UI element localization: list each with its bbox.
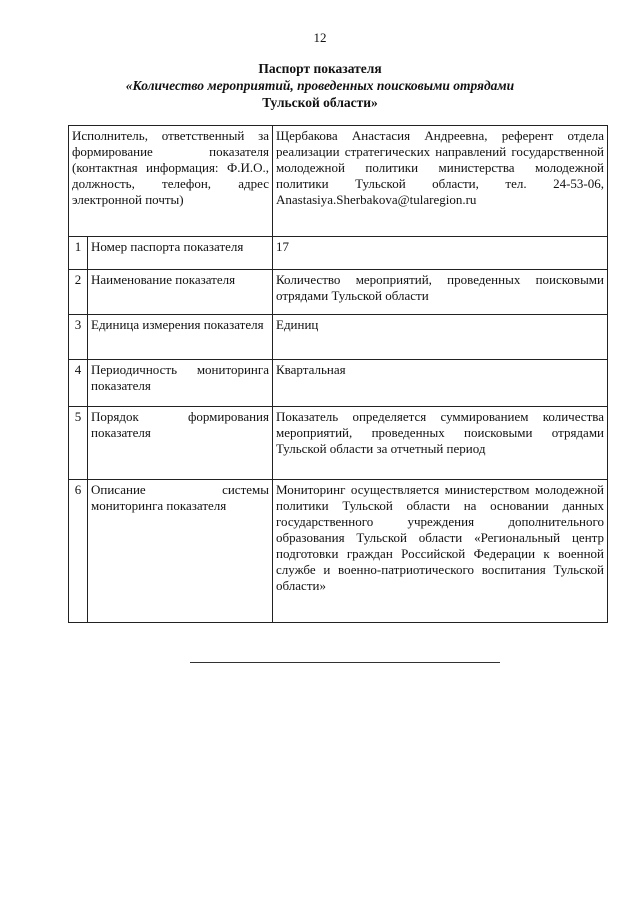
- row-label: Единица измерения показателя: [88, 315, 273, 360]
- row-value: Единиц: [273, 315, 608, 360]
- row-value: Показатель определяется суммированием количества мероприятий, проведенных поисковыми отрядами Тульской области за отчетный период: [273, 407, 608, 480]
- row-label: Описание системы мониторинга показателя: [88, 480, 273, 623]
- row-value: 17: [273, 237, 608, 270]
- row-label: Наименование показателя: [88, 270, 273, 315]
- table-row: [69, 315, 608, 360]
- row-number: 6: [69, 480, 88, 623]
- row-number: 3: [69, 315, 88, 360]
- bottom-divider: [190, 662, 500, 663]
- table-row: [69, 270, 608, 315]
- row-number: 4: [69, 360, 88, 407]
- title-line-1: Паспорт показателя: [258, 61, 382, 76]
- table-row: [69, 407, 608, 480]
- row-value: Квартальная: [273, 360, 608, 407]
- row-label: Номер паспорта показателя: [88, 237, 273, 270]
- table-row: [69, 126, 608, 237]
- row-label: Порядок формирования показателя: [88, 407, 273, 480]
- table-row: [69, 360, 608, 407]
- row-value: Мониторинг осуществляется министерством молодежной политики Тульской области на основании данных государственного учреждения дополнительного образования Тульской области «Региональный центр подготовки граждан Российской Федерации к военной службе и военно-патриотического воспитания Тульской области»: [273, 480, 608, 623]
- title-line-3: Тульской области»: [262, 95, 378, 110]
- responsible-label: Исполнитель, ответственный за формирование показателя (контактная информация: Ф.И.О., должность, телефон, адрес электронной почты): [69, 126, 273, 237]
- row-number: 1: [69, 237, 88, 270]
- row-value: Количество мероприятий, проведенных поисковыми отрядами Тульской области: [273, 270, 608, 315]
- responsible-value: Щербакова Анастасия Андреевна, референт отдела реализации стратегических направлений государственной молодежной политики министерства молодежной политики Тульской области, тел. 24-53-06, Anastasiya.Sherbakova@tularegion.ru: [273, 126, 608, 237]
- row-label: Периодичность мониторинга показателя: [88, 360, 273, 407]
- table-row: [69, 480, 608, 623]
- passport-table: [68, 125, 608, 623]
- row-number: 2: [69, 270, 88, 315]
- document-title: [0, 60, 640, 111]
- table-row: [69, 237, 608, 270]
- row-number: 5: [69, 407, 88, 480]
- page-number: 12: [313, 30, 327, 45]
- title-line-2: «Количество мероприятий, проведенных поисковыми отрядами: [125, 78, 515, 93]
